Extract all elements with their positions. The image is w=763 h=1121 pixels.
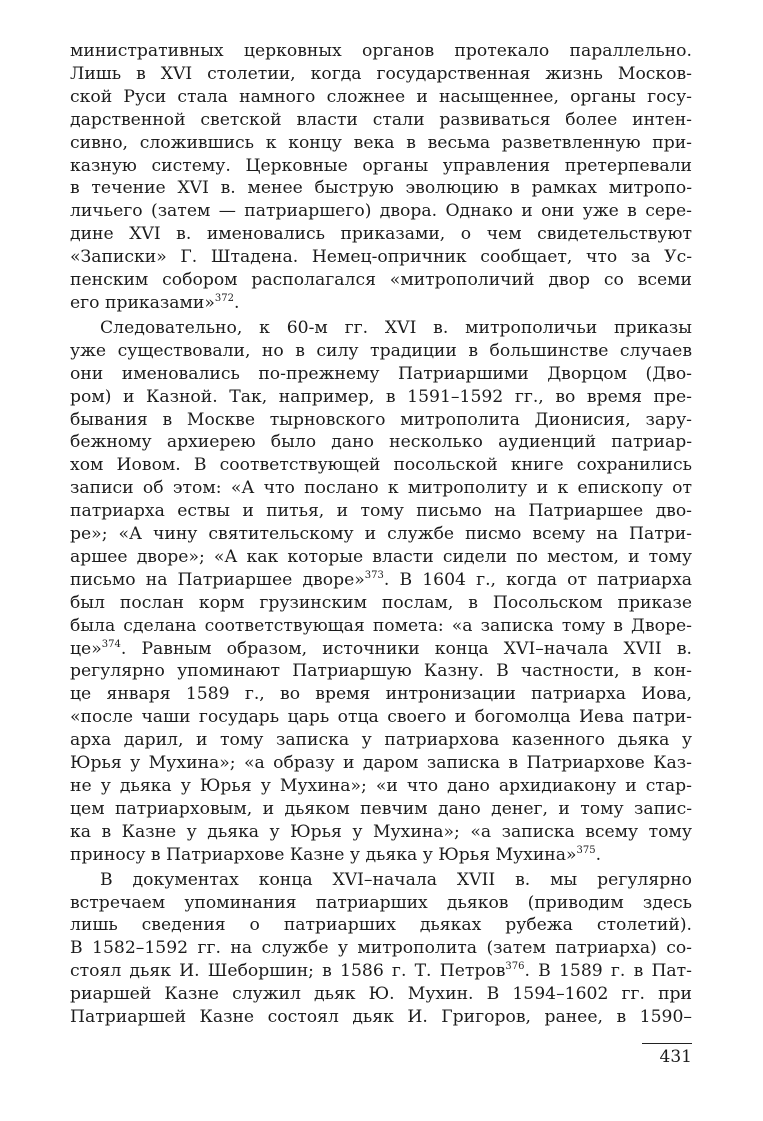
text-line: регулярно упоминают Патриаршую Казну. В частности, в кон- — [70, 661, 692, 682]
text-line: письмо на Патриаршее дворе»$^{373}$. В 1604 г., когда от патриарха — [70, 569, 693, 590]
text-line: они именовались по-прежнему Патриаршими Дворцом (Дво- — [70, 363, 692, 384]
text-line: сивно, сложившись к концу века в весьма разветвленную при- — [70, 132, 692, 153]
text-line: его приказами»$^{372}$. — [70, 292, 240, 313]
text-line: «Записки» Г. Штадена. Немец-опричник сообщает, что за Ус- — [70, 247, 692, 268]
page-number-rule — [642, 1043, 692, 1044]
text-line: личьего (затем — патриаршего) двора. Однако и они уже в сере- — [70, 201, 692, 222]
text-line: бывания в Москве тырновского митрополита Дионисия, зару- — [70, 409, 692, 430]
text-line: приносу в Патриархове Казне у дьяка у Юрья Мухина»$^{375}$. — [70, 844, 602, 865]
paragraph — [70, 40, 692, 315]
text-line: це»$^{374}$. Равным образом, источники конца XVI–начала XVII в. — [70, 638, 692, 659]
text-line: министративных церковных органов протекало параллельно. — [70, 41, 692, 61]
text-line: ром) и Казной. Так, например, в 1591–1592 гг., во время пре- — [70, 386, 692, 407]
text-line: бежному архиерею было дано несколько аудиенций патриар- — [70, 432, 692, 453]
footnote-ref: 375 — [576, 844, 596, 856]
text-line: была сделана соответствующая помета: «а записка тому в Дворе- — [70, 615, 692, 636]
text-line: не у дьяка у Юрья у Мухина»; «и что дано архидиакону и стар- — [70, 776, 692, 796]
text-line: лишь сведения о патриарших дьяках рубежа столетий). — [70, 915, 692, 936]
text-line: Лишь в XVI столетии, когда государственная жизнь Москов- — [70, 63, 692, 84]
text-line: Патриаршей Казне состоял дьяк И. Григоров, ранее, в 1590– — [70, 1007, 692, 1028]
text-line: «после чаши государь царь отца своего и богомолца Иева патри- — [70, 707, 692, 728]
text-line: стоял дьяк И. Шеборшин; в 1586 г. Т. Петров$^{376}$. В 1589 г. в Пат- — [70, 961, 692, 982]
text-line: це января 1589 г., во время интронизации патриарха Иова, — [70, 684, 692, 705]
text-line: ре»; «А чину святительскому и службе писмо всему на Патри- — [70, 524, 692, 545]
footnote-ref: 374 — [101, 638, 121, 650]
text-line: В документах конца XVI–начала XVII в. мы регулярно — [100, 869, 692, 890]
footnote-ref: 376 — [505, 961, 525, 973]
text-line: казную систему. Церковные органы управления претерпевали — [70, 155, 692, 176]
page-number: 431 — [659, 1047, 692, 1067]
text-line: В 1582–1592 гг. на службе у митрополита (затем патриарха) со- — [70, 938, 692, 959]
text-line: записи об этом: «А что послано к митрополиту и к епископу от — [70, 478, 692, 499]
text-line: в течение XVI в. менее быструю эволюцию в рамках митропо- — [70, 178, 692, 199]
text-line: хом Иовом. В соответствующей посольской книге сохранились — [70, 455, 692, 476]
text-line: арха дарил, и тому записка у патриархова казенного дьяка у — [70, 730, 692, 751]
text-line: был послан корм грузинским послам, в Посольском приказе — [70, 592, 692, 613]
page-text — [70, 40, 692, 1029]
text-line: ской Руси стала намного сложнее и насыщеннее, органы госу- — [70, 86, 692, 107]
text-line: риаршей Казне служил дьяк Ю. Мухин. В 1594–1602 гг. при — [70, 984, 692, 1005]
footnote-ref: 373 — [364, 569, 384, 581]
text-line: Следовательно, к 60-м гг. XVI в. митрополичьи приказы — [100, 317, 692, 338]
text-line: встречаем упоминания патриарших дьяков (приводим здесь — [70, 892, 692, 913]
text-line: дарственной светской власти стали развиваться более интен- — [70, 109, 692, 130]
text-line: цем патриарховым, и дьяком певчим дано денег, и тому запис- — [70, 798, 692, 819]
text-line: патриарха ествы и питья, и тому письмо на Патриаршее дво- — [70, 501, 692, 522]
text-line: аршее дворе»; «А как которые власти сидели по местом, и тому — [70, 546, 692, 567]
paragraph — [70, 869, 692, 1029]
footnote-ref: 372 — [214, 292, 234, 304]
text-line: ка в Казне у дьяка у Юрья у Мухина»; «а записка всему тому — [70, 821, 692, 842]
text-line: уже существовали, но в силу традиции в большинстве случаев — [70, 340, 692, 361]
text-line: дине XVI в. именовались приказами, о чем свидетельствуют — [70, 224, 692, 245]
text-line: Юрья у Мухина»; «а образу и даром записка в Патриархове Каз- — [70, 753, 692, 774]
text-line: пенским собором располагался «митрополичий двор со всеми — [70, 270, 692, 291]
paragraph — [70, 317, 692, 867]
